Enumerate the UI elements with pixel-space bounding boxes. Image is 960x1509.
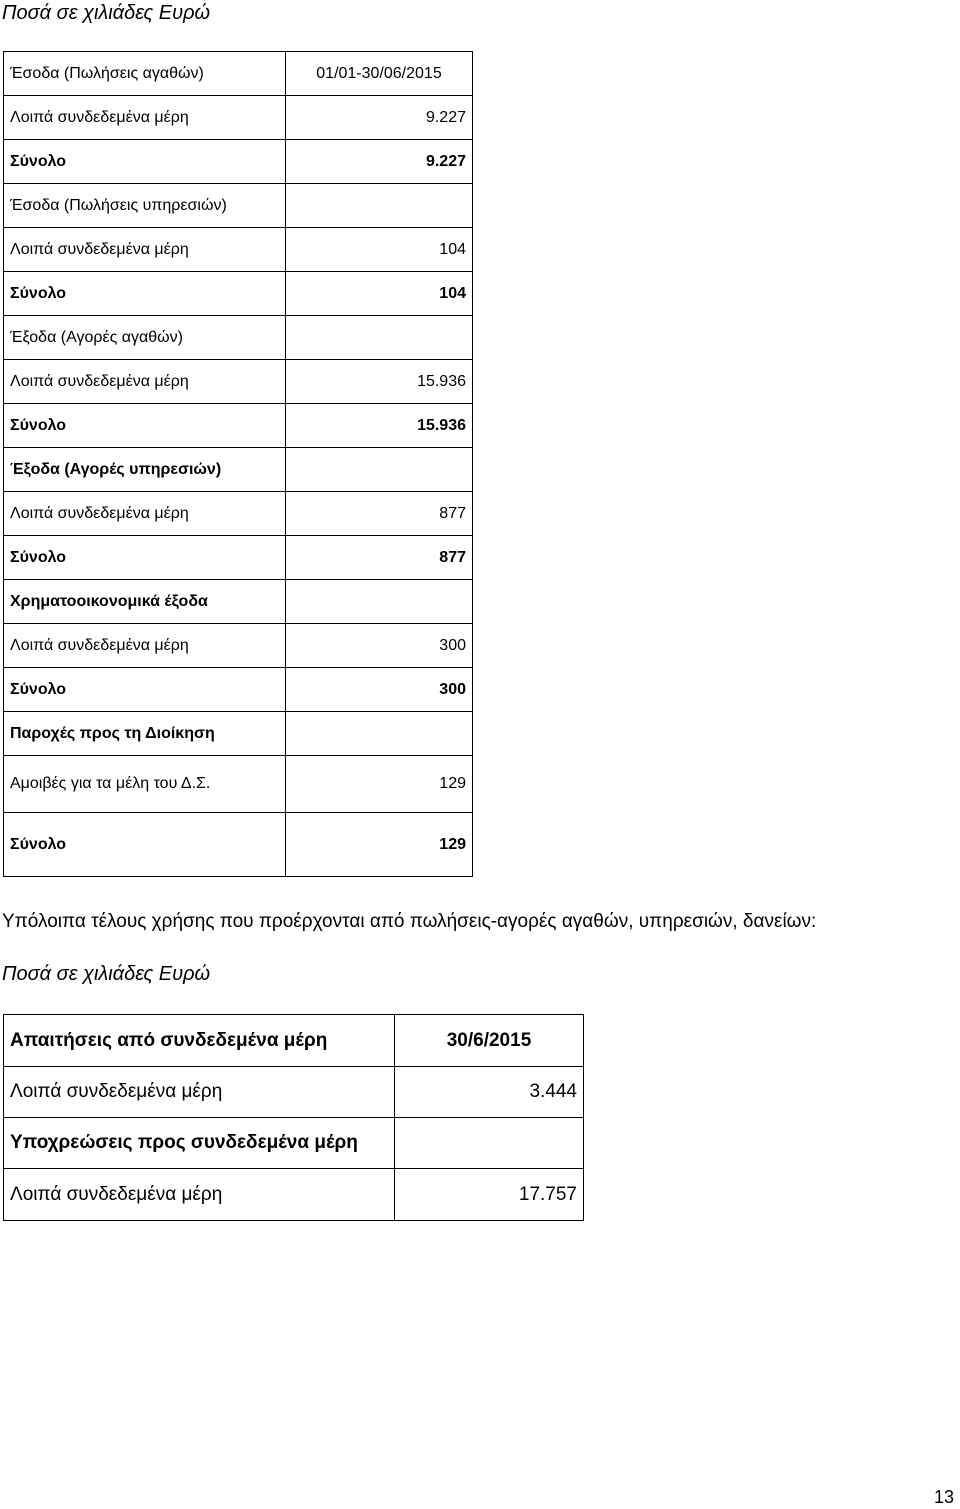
table-row-total <box>4 140 473 184</box>
total-value: 877 <box>286 536 473 580</box>
item-label: Λοιπά συνδεδεμένα μέρη <box>4 492 286 536</box>
amount-value: 129 <box>286 756 473 813</box>
total-value: 15.936 <box>286 404 473 448</box>
amount-value <box>286 184 473 228</box>
table-row-section <box>4 52 473 96</box>
table-row-total <box>4 536 473 580</box>
item-label: Λοιπά συνδεδεμένα μέρη <box>4 96 286 140</box>
amount-value: 104 <box>286 228 473 272</box>
year-end-balances-note: Υπόλοιπα τέλους χρήσης που προέρχονται από πωλήσεις-αγορές αγαθών, υπηρεσιών, δανείων: <box>2 911 817 932</box>
related-party-balances-table <box>3 1014 584 1221</box>
table-row-item <box>4 96 473 140</box>
total-value: 129 <box>286 813 473 877</box>
table-row-item <box>4 228 473 272</box>
table-row-total <box>4 404 473 448</box>
section-label: Έξοδα (Αγορές υπηρεσιών) <box>4 448 286 492</box>
amount-value: 17.757 <box>395 1169 584 1221</box>
table-row-section <box>4 184 473 228</box>
item-label: Λοιπά συνδεδεμένα μέρη <box>4 360 286 404</box>
amount-value: 877 <box>286 492 473 536</box>
table-row-item <box>4 1067 584 1118</box>
amount-value <box>286 316 473 360</box>
amount-value: 15.936 <box>286 360 473 404</box>
amount-value <box>395 1118 584 1169</box>
total-value: 9.227 <box>286 140 473 184</box>
balances-table-body <box>4 1015 584 1221</box>
amount-value <box>286 712 473 756</box>
period-header: 30/6/2015 <box>395 1015 584 1067</box>
table-row-section <box>4 580 473 624</box>
table-row-total <box>4 668 473 712</box>
table-row-item <box>4 1169 584 1221</box>
total-label: Σύνολο <box>4 536 286 580</box>
amount-value: 3.444 <box>395 1067 584 1118</box>
period-header: 01/01-30/06/2015 <box>286 52 473 96</box>
table-row-item <box>4 492 473 536</box>
section-label: Έσοδα (Πωλήσεις αγαθών) <box>4 52 286 96</box>
transactions-table-body <box>4 52 473 877</box>
table-row-section <box>4 1118 584 1169</box>
table-row-section <box>4 1015 584 1067</box>
section-label: Χρηματοοικονομικά έξοδα <box>4 580 286 624</box>
related-party-transactions-table <box>3 51 473 877</box>
total-label: Σύνολο <box>4 140 286 184</box>
units-heading: Ποσά σε χιλιάδες Ευρώ <box>2 2 211 24</box>
amount-value: 9.227 <box>286 96 473 140</box>
item-label: Αμοιβές για τα μέλη του Δ.Σ. <box>4 756 286 813</box>
item-label: Λοιπά συνδεδεμένα μέρη <box>4 1169 395 1221</box>
table-row-section <box>4 448 473 492</box>
table-row-section <box>4 316 473 360</box>
item-label: Λοιπά συνδεδεμένα μέρη <box>4 228 286 272</box>
total-value: 300 <box>286 668 473 712</box>
total-label: Σύνολο <box>4 813 286 877</box>
table-row-item <box>4 360 473 404</box>
section-label: Απαιτήσεις από συνδεδεμένα μέρη <box>4 1015 395 1067</box>
units-heading-balances: Ποσά σε χιλιάδες Ευρώ <box>2 963 211 985</box>
section-label: Υποχρεώσεις προς συνδεδεμένα μέρη <box>4 1118 395 1169</box>
table-row-section <box>4 712 473 756</box>
section-label: Παροχές προς τη Διοίκηση <box>4 712 286 756</box>
total-label: Σύνολο <box>4 668 286 712</box>
total-value: 104 <box>286 272 473 316</box>
section-label: Έξοδα (Αγορές αγαθών) <box>4 316 286 360</box>
amount-value: 300 <box>286 624 473 668</box>
item-label: Λοιπά συνδεδεμένα μέρη <box>4 1067 395 1118</box>
table-row-total <box>4 813 473 877</box>
page-number: 13 <box>933 1487 954 1507</box>
amount-value <box>286 580 473 624</box>
amount-value <box>286 448 473 492</box>
total-label: Σύνολο <box>4 272 286 316</box>
table-row-item <box>4 624 473 668</box>
table-row-item <box>4 756 473 813</box>
table-row-total <box>4 272 473 316</box>
item-label: Λοιπά συνδεδεμένα μέρη <box>4 624 286 668</box>
total-label: Σύνολο <box>4 404 286 448</box>
section-label: Έσοδα (Πωλήσεις υπηρεσιών) <box>4 184 286 228</box>
